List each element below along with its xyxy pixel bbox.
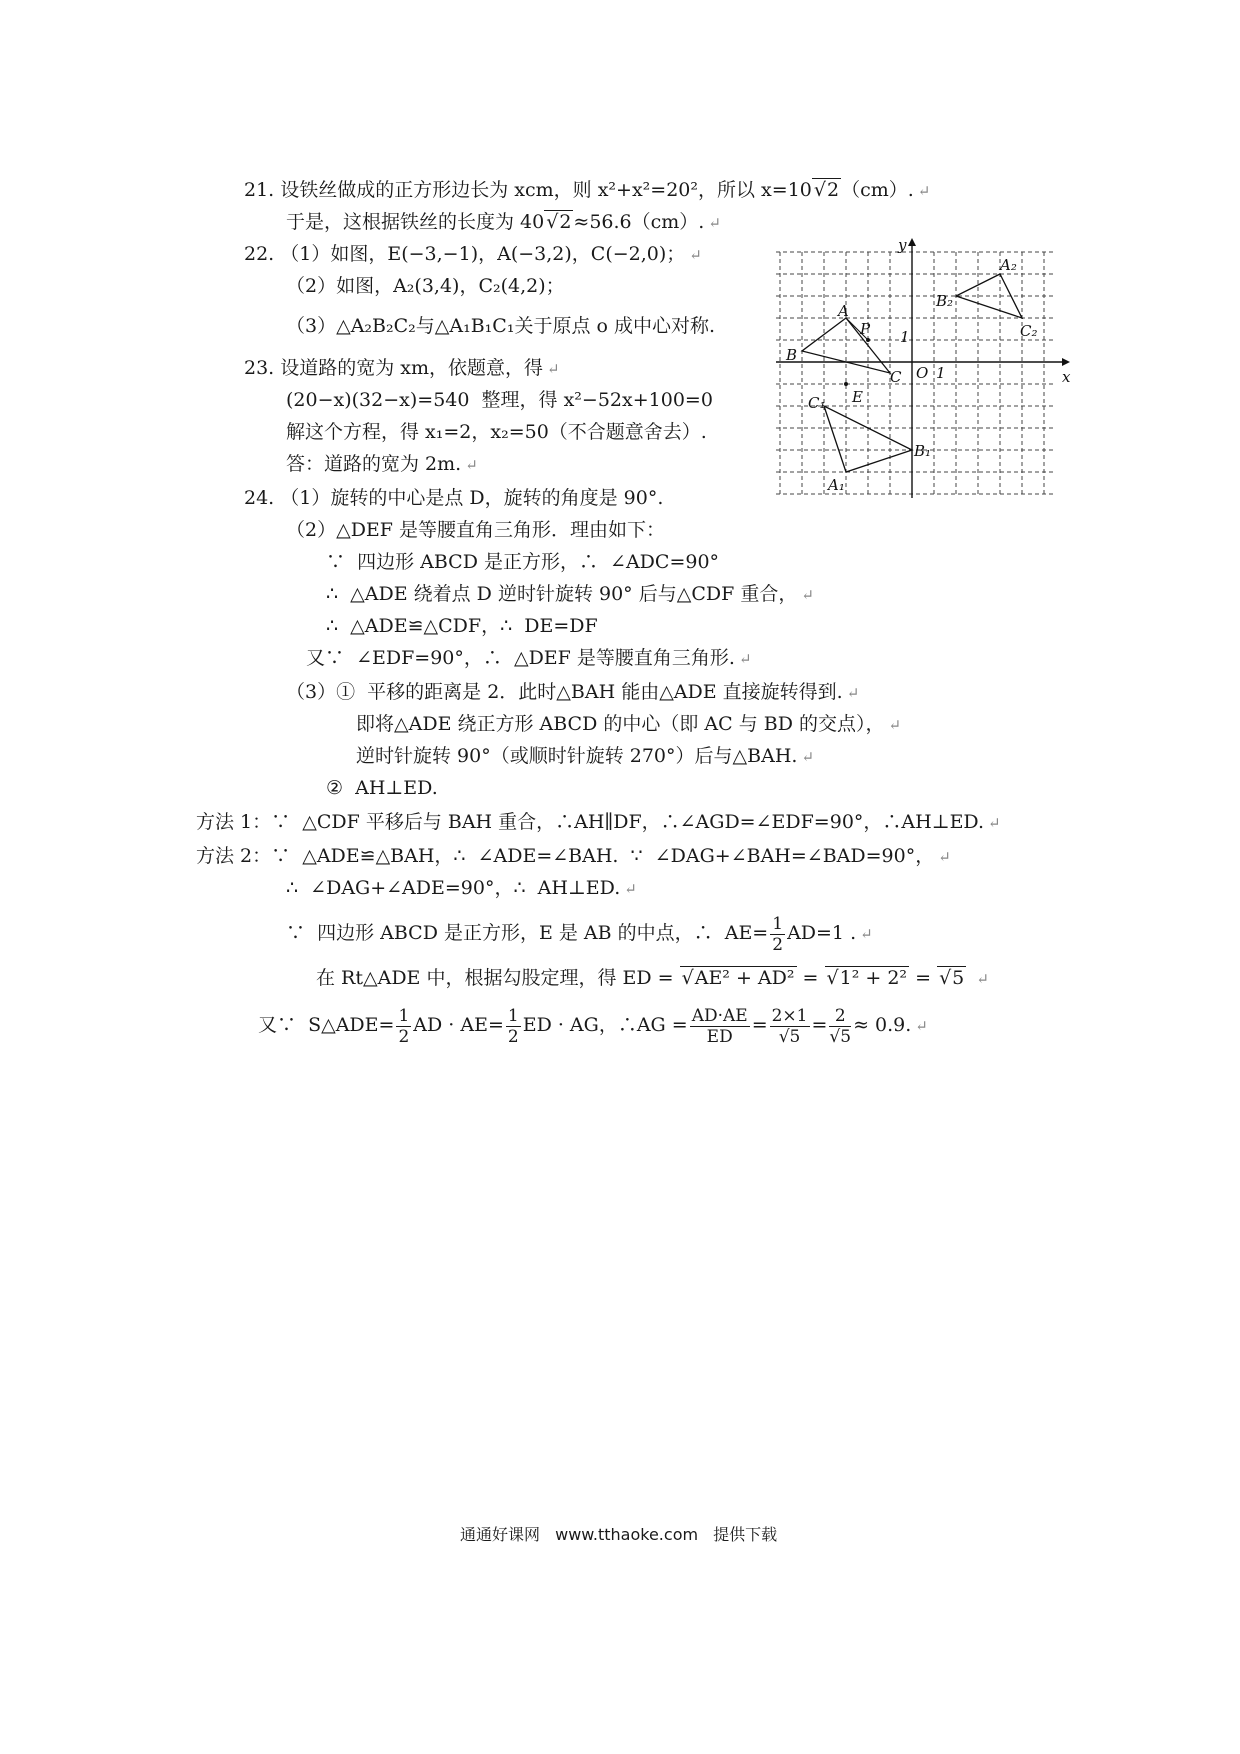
point-label-C1: C₁: [808, 394, 826, 412]
axis-label-x: x: [1062, 368, 1071, 386]
q23-line4: [286, 450, 478, 479]
q24-line10: [326, 774, 438, 802]
q21-text: 设铁丝做成的正方形边长为 xcm，则 x²+x²=20²，所以 x=10: [280, 179, 812, 201]
return-mark-icon: ↵: [888, 716, 902, 734]
q23-setup: 设道路的宽为 xm，依题意，得: [280, 357, 544, 379]
unit-label-x: 1: [936, 364, 946, 382]
q24-area-result: ≈ 0.9.: [853, 1014, 912, 1036]
sqrt-expression: √ AE² + AD²: [680, 966, 797, 989]
q24-square: ∵ 四边形 ABCD 是正方形，E 是 AB 的中点，∴ AE=: [286, 922, 769, 944]
equals: =: [751, 1014, 768, 1036]
origin-label: O: [916, 364, 929, 382]
return-mark-icon: ↵: [465, 456, 478, 474]
q24-pythagoras: 在 Rt△ADE 中，根据勾股定理，得 ED =: [316, 967, 674, 989]
q24-part3-detail: 逆时针旋转 90°（或顺时针旋转 270°）后与△BAH.: [356, 745, 798, 767]
q24-line6: [306, 644, 752, 673]
q22-part2: （2）如图，A₂(3,4)，C₂(4,2)；: [286, 275, 565, 297]
q24-square-line: [286, 910, 873, 957]
q24-area: AD · AE=: [413, 1014, 504, 1036]
return-mark-icon: ↵: [801, 586, 814, 604]
q23-answer: 答：道路的宽为 2m.: [286, 453, 462, 475]
point-label-C2: C₂: [1020, 322, 1038, 340]
y-axis-arrow-icon: [908, 238, 916, 246]
x-axis-arrow-icon: [1062, 358, 1070, 366]
q24-pythagoras-line: [316, 964, 989, 993]
question-number: 23.: [244, 357, 275, 379]
fraction: [396, 1006, 411, 1047]
fraction: [770, 1006, 810, 1047]
equals: =: [915, 967, 932, 989]
return-mark-icon: ↵: [988, 814, 1001, 832]
return-mark-icon: ↵: [738, 650, 752, 668]
return-mark-icon: ↵: [860, 925, 873, 943]
coordinate-grid-figure: [776, 236, 1076, 502]
sqrt-expression: √ 2: [812, 178, 841, 201]
point-E-dot: [844, 382, 848, 386]
method1: 方法 1：∵ △CDF 平移后与 BAH 重合，∴AH∥DF，∴∠AGD=∠EDF=90°，∴AH⊥ED.: [196, 811, 985, 833]
q22-part1: （1）如图，E(−3,−1)，A(−3,2)，C(−2,0)；: [280, 243, 686, 265]
method2: 方法 2：∵ △ADE≌△BAH，∴ ∠ADE=∠BAH. ∵ ∠DAG+∠BAH=∠BAD=90°，: [196, 845, 935, 867]
numerator: 1: [398, 1005, 410, 1026]
point-label-A2: A₂: [1000, 256, 1017, 274]
denominator: 2: [398, 1026, 410, 1047]
return-mark-icon: ↵: [708, 214, 721, 232]
sqrt-expression: √ 5: [937, 966, 966, 989]
q24-square-end: AD=1 .: [787, 922, 857, 944]
method1-line: [196, 808, 1001, 837]
return-mark-icon: ↵: [689, 246, 702, 264]
q24-conclusion: 又∵ ∠EDF=90°，∴ △DEF 是等腰直角三角形.: [306, 647, 735, 669]
q23-line2: [286, 386, 713, 414]
method2: ∴ ∠DAG+∠ADE=90°，∴ AH⊥ED.: [286, 877, 621, 899]
method2-line2: [286, 874, 637, 903]
q23-solution: 解这个方程，得 x₁=2，x₂=50（不合题意舍去）.: [286, 421, 707, 443]
numerator: 1: [772, 913, 784, 934]
q24-area: ED · AG，∴AG =: [522, 1014, 688, 1036]
q22-part3: （3）△A₂B₂C₂与△A₁B₁C₁关于原点 o 成中心对称.: [286, 315, 716, 337]
point-P-dot: [866, 338, 870, 342]
denominator: √5: [778, 1026, 801, 1047]
return-mark-icon: ↵: [624, 880, 637, 898]
q24-reason: ∵ 四边形 ABCD 是正方形，∴ ∠ADC=90°: [326, 551, 720, 573]
return-mark-icon: ↵: [938, 848, 951, 866]
q23-line3: [286, 418, 707, 446]
q22-line1: [244, 240, 702, 269]
denominator: 2: [772, 934, 784, 955]
q21-text: 于是，这根据铁丝的长度为 40: [286, 211, 545, 233]
fraction: [829, 1006, 851, 1047]
unit-label-y: 1: [900, 328, 910, 346]
method2-line1: [196, 842, 951, 871]
question-number: 24.: [244, 487, 275, 509]
q24-part1: （1）旋转的中心是点 D，旋转的角度是 90°.: [280, 487, 664, 509]
q22-line3: [286, 312, 715, 340]
q24-line4: [326, 580, 814, 609]
numerator: 2×1: [771, 1005, 808, 1026]
return-mark-icon: ↵: [976, 970, 989, 988]
numerator: AD·AE: [691, 1005, 748, 1026]
q24-reason: ∴ △ADE 绕着点 D 逆时针旋转 90° 后与△CDF 重合，: [326, 583, 798, 605]
return-mark-icon: ↵: [801, 748, 815, 766]
question-number: 21.: [244, 179, 275, 201]
footer-site: 通通好课网: [460, 1525, 541, 1544]
denominator: √5: [829, 1026, 852, 1047]
q24-line7: [286, 678, 859, 707]
q24-part3-claim: ② AH⊥ED.: [326, 777, 438, 799]
q23-line1: [244, 354, 560, 383]
q24-line8: [356, 710, 901, 739]
q21-unit: （cm）.: [841, 179, 914, 201]
axis-label-y: y: [898, 236, 907, 254]
sqrt-expression: √ 2: [544, 210, 573, 233]
q24-part3-detail: 即将△ADE 绕正方形 ABCD 的中心（即 AC 与 BD 的交点），: [356, 713, 885, 735]
q23-equation: (20−x)(32−x)=540 整理，得 x²−52x+100=0: [286, 389, 713, 411]
return-mark-icon: ↵: [846, 684, 860, 702]
return-mark-icon: ↵: [915, 1017, 928, 1035]
q22-line2: [286, 272, 565, 300]
numerator: 2: [829, 1006, 851, 1027]
denominator: ED: [706, 1026, 733, 1047]
point-label-C: C: [890, 368, 902, 386]
page-footer: [460, 1522, 787, 1545]
point-label-E: E: [852, 388, 863, 406]
q21-line2: [286, 208, 721, 237]
q24-line3: [326, 548, 719, 576]
q24-reason: ∴ △ADE≌△CDF，∴ DE=DF: [326, 615, 598, 637]
fraction: [770, 914, 785, 955]
q21-result: ≈56.6（cm）.: [573, 211, 705, 233]
return-mark-icon: ↵: [547, 360, 560, 378]
q24-line9: [356, 742, 814, 771]
return-mark-icon: ↵: [917, 182, 931, 200]
q21-line1: [244, 176, 930, 205]
point-label-B2: B₂: [936, 292, 954, 310]
q24-line5: [326, 612, 598, 640]
point-label-B1: B₁: [914, 442, 932, 460]
sqrt-expression: √ 1² + 2²: [825, 966, 910, 989]
q24-line1: [244, 484, 663, 512]
numerator: 1: [507, 1005, 519, 1026]
point-label-B: B: [786, 346, 798, 364]
footer-url[interactable]: www.tthaoke.com: [555, 1525, 699, 1544]
equals: =: [802, 967, 819, 989]
q24-area: 又∵ S△ADE=: [258, 1014, 395, 1036]
equals: =: [811, 1014, 828, 1036]
denominator: 2: [507, 1026, 519, 1047]
q24-area-line: [258, 1000, 928, 1051]
q24-line2: [286, 516, 665, 544]
point-label-A: A: [838, 302, 849, 320]
point-label-A1: A₁: [828, 476, 845, 494]
point-label-P: P: [860, 320, 871, 338]
question-number: 22.: [244, 243, 275, 265]
fraction: [506, 1006, 521, 1047]
q24-part3: （3）① 平移的距离是 2．此时△BAH 能由△ADE 直接旋转得到.: [286, 681, 843, 703]
footer-tail: 提供下载: [713, 1525, 778, 1544]
fraction: [690, 1006, 750, 1047]
q24-part2: （2）△DEF 是等腰直角三角形．理由如下：: [286, 519, 666, 541]
